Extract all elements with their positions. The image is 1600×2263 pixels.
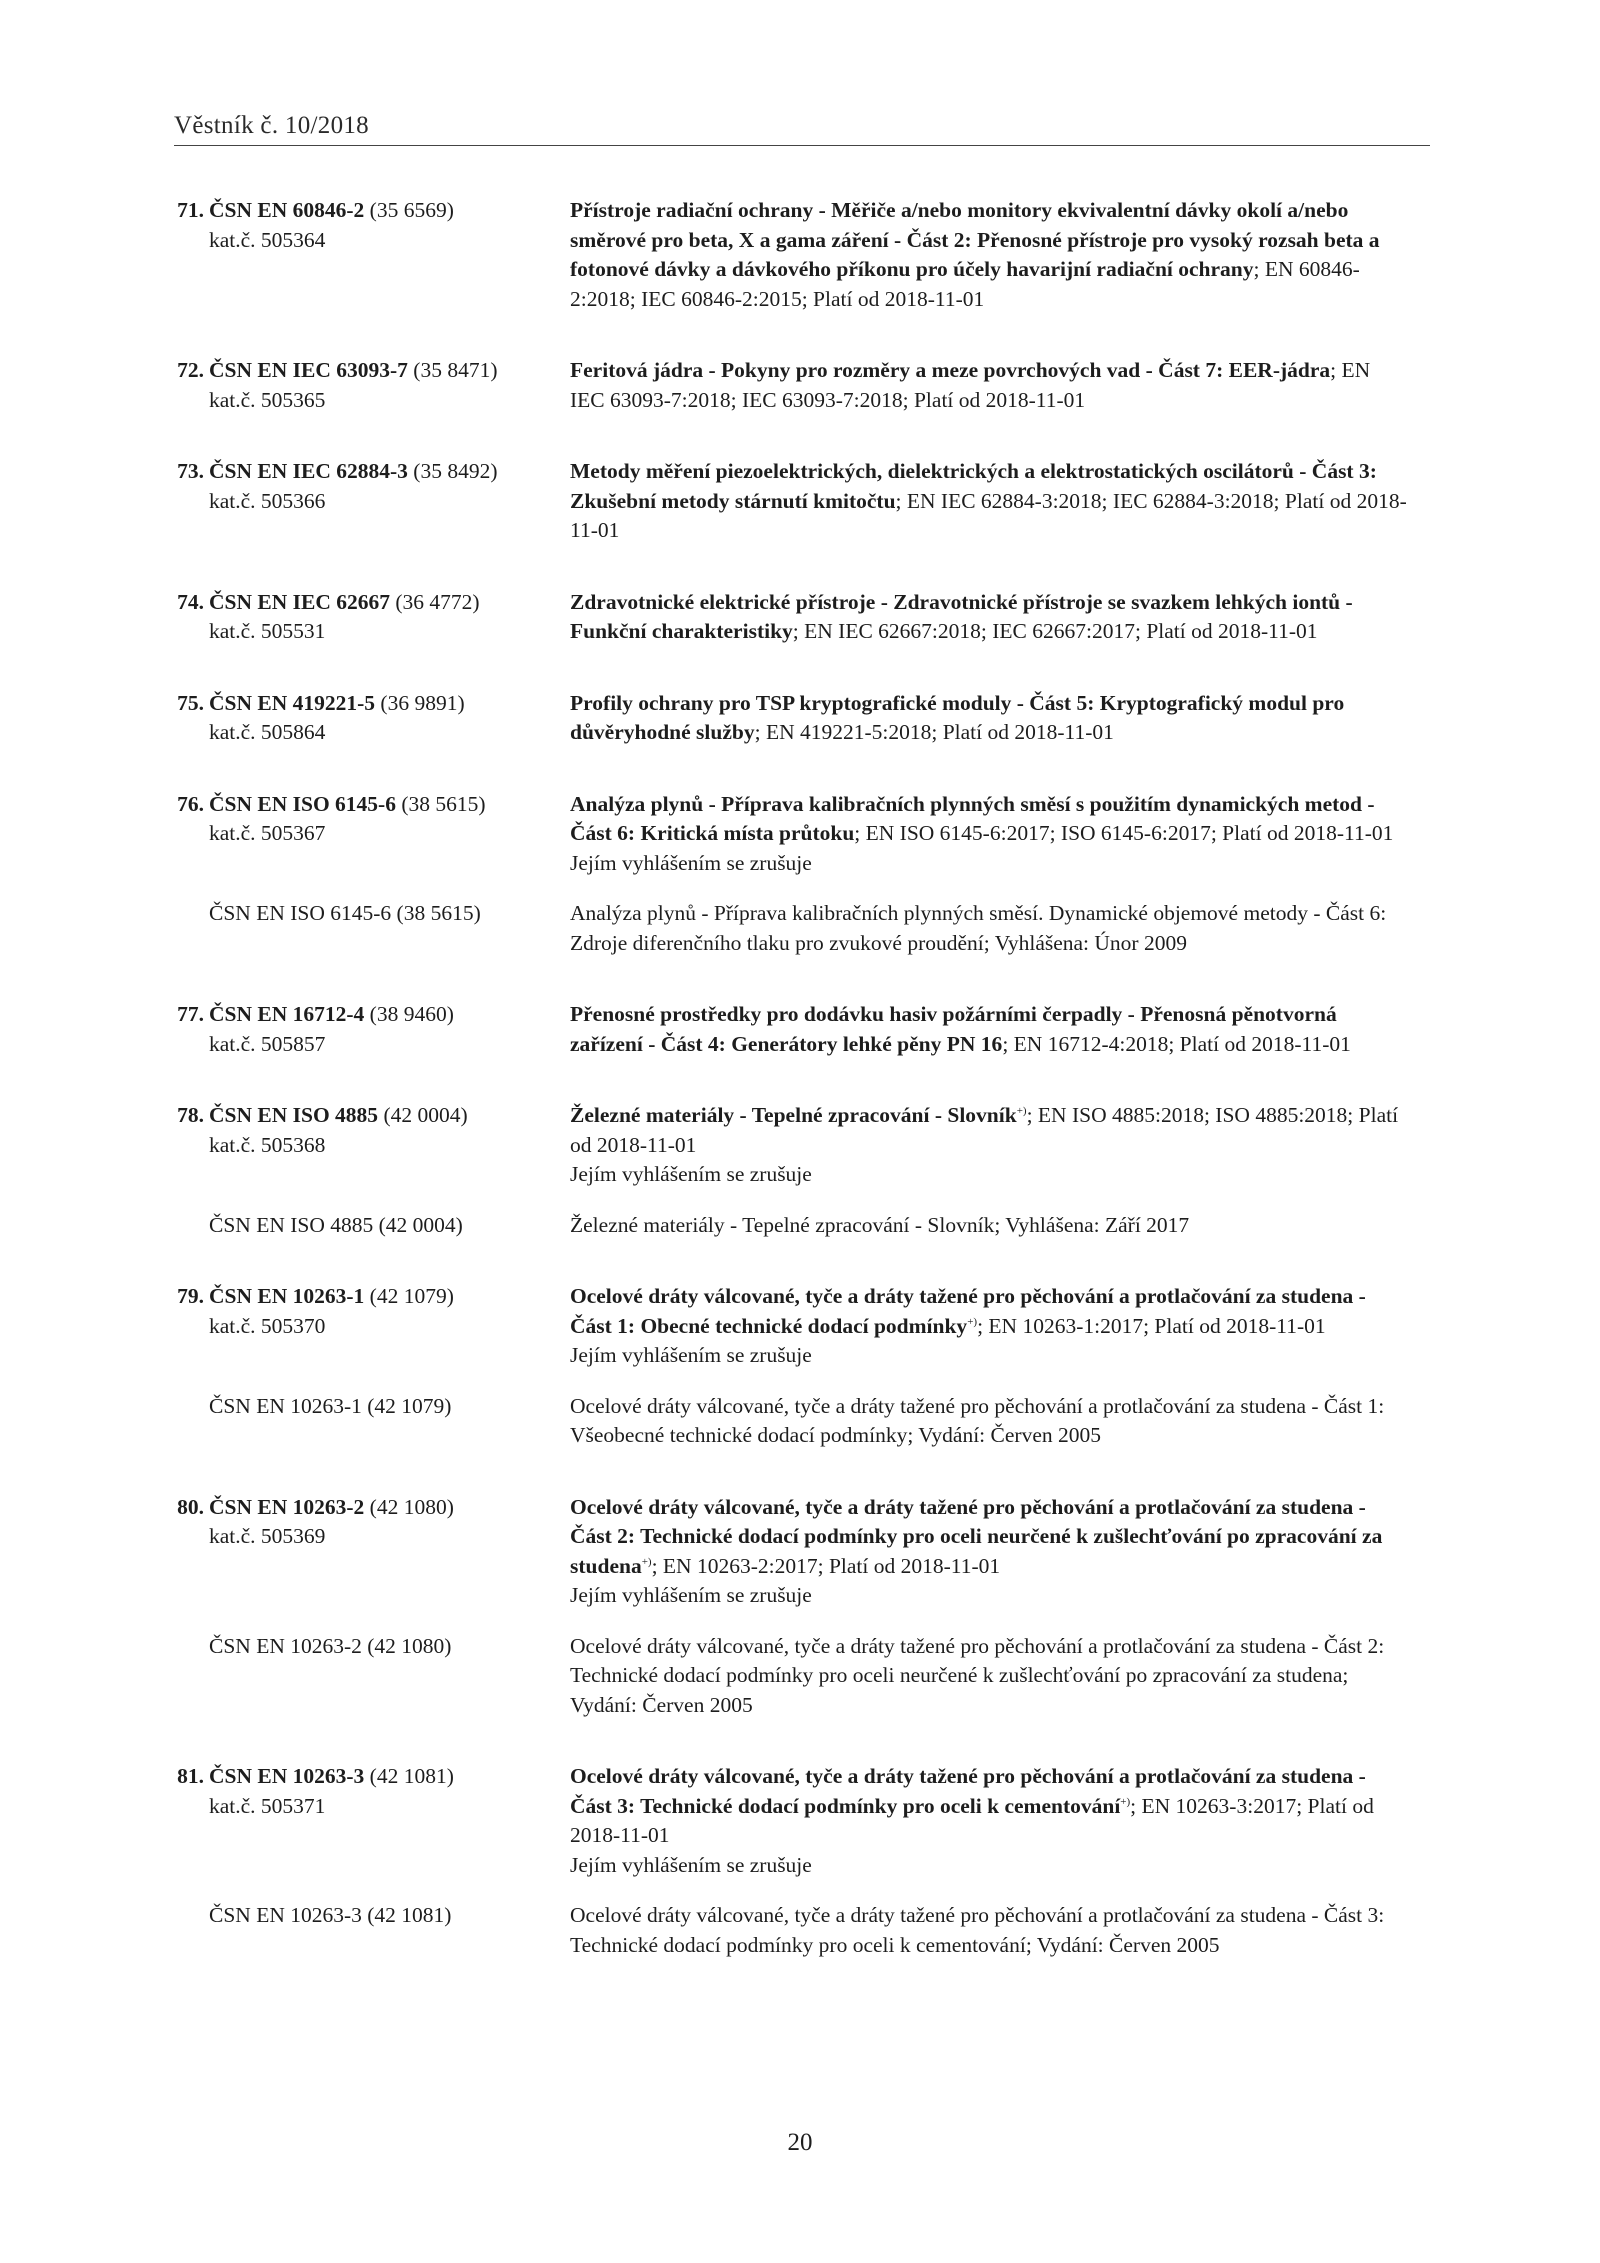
entry-identifier xyxy=(0,196,570,255)
replaced-standard-text: Železné materiály - Tepelné zpracování - Slovník; Vyhlášena: Září 2017 xyxy=(570,1212,1190,1237)
standard-code: ČSN EN 10263-1 xyxy=(209,1284,365,1308)
standard-code: ČSN EN 60846-2 xyxy=(209,198,365,222)
standard-entry xyxy=(0,588,1600,647)
standard-entry xyxy=(0,689,1600,748)
standard-code: ČSN EN ISO 4885 xyxy=(209,1103,379,1127)
classification-code: (35 8471) xyxy=(407,358,498,382)
footnote-mark: +) xyxy=(1016,1104,1027,1117)
entry-number: 75. xyxy=(177,690,204,715)
standards-list xyxy=(0,196,1600,2002)
entry-main-row xyxy=(0,356,1600,415)
replaced-standard-text: Analýza plynů - Příprava kalibračních plynných směsí. Dynamické objemové metody - Část 6: Zdroje diferenčního tlaku pro zvukové proudění; Vyhlášena: Únor 2009 xyxy=(570,901,1387,955)
standard-details: ; EN 10263-3:2017; Platí od 2018-11-01 xyxy=(570,1793,1374,1847)
cancellation-note: Jejím vyhlášením se zrušuje xyxy=(570,1343,812,1367)
entry-identifier xyxy=(0,1282,570,1341)
standard-details: ; EN IEC 62667:2018; IEC 62667:2017; Platí od 2018-11-01 xyxy=(792,619,1318,643)
entry-main-row xyxy=(0,689,1600,748)
replaced-standard-text: Ocelové dráty válcované, tyče a dráty tažené pro pěchování a protlačování za studena - Část 2: Technické dodací podmínky pro oceli neurčené k zušlechťování po zpracování za studena; Vydání: Červen 2005 xyxy=(570,1633,1385,1717)
header-rule xyxy=(174,145,1430,146)
classification-code: (35 8492) xyxy=(407,459,498,483)
catalog-number: kat.č. 505371 xyxy=(209,1793,326,1818)
entry-description xyxy=(570,790,1410,879)
standard-details: ; EN 419221-5:2018; Platí od 2018-11-01 xyxy=(754,720,1114,744)
standard-details: ; EN ISO 6145-6:2017; ISO 6145-6:2017; Platí od 2018-11-01 xyxy=(854,821,1394,845)
entry-identifier xyxy=(0,790,570,849)
entry-description xyxy=(570,457,1410,546)
classification-code: (42 1081) xyxy=(364,1764,454,1788)
entry-number: 78. xyxy=(177,1103,204,1127)
page-header-title: Věstník č. 10/2018 xyxy=(174,112,369,139)
cancellation-note: Jejím vyhlášením se zrušuje xyxy=(570,1852,812,1877)
entry-identifier xyxy=(0,1493,570,1552)
entry-main-row xyxy=(0,1000,1600,1059)
entry-main-row xyxy=(0,1762,1600,1880)
replaced-standard-code: ČSN EN 10263-1 (42 1079) xyxy=(209,1393,452,1418)
entry-number: 73. xyxy=(177,459,204,483)
entry-number: 77. xyxy=(177,1002,204,1026)
entry-identifier xyxy=(0,1000,570,1059)
standard-code: ČSN EN 16712-4 xyxy=(209,1002,365,1026)
catalog-number: kat.č. 505367 xyxy=(209,821,326,845)
catalog-number: kat.č. 505864 xyxy=(209,720,326,744)
standard-title: Ocelové dráty válcované, tyče a dráty tažené pro pěchování a protlačování za studena - Část 3: Technické dodací podmínky pro oceli k cementování xyxy=(570,1764,1366,1818)
replaced-standard-row xyxy=(0,1211,1600,1241)
entry-identifier xyxy=(0,457,570,516)
catalog-number: kat.č. 505368 xyxy=(209,1132,326,1157)
classification-code: (35 6569) xyxy=(364,198,454,222)
page-number: 20 xyxy=(787,2129,813,2156)
classification-code: (38 5615) xyxy=(395,791,486,816)
catalog-number: kat.č. 505531 xyxy=(209,619,326,643)
standard-entry xyxy=(0,196,1600,314)
standard-title: Ocelové dráty válcované, tyče a dráty tažené pro pěchování a protlačování za studena - Část 2: Technické dodací podmínky pro oceli neurčené k zušlechťování po zpracování za studena xyxy=(570,1494,1383,1578)
entry-main-row xyxy=(0,588,1600,647)
standard-title: Zdravotnické elektrické přístroje - Zdravotnické přístroje se svazkem lehkých iontů - Funkční charakteristiky xyxy=(570,589,1353,643)
entry-number: 74. xyxy=(177,589,204,614)
cancellation-note: Jejím vyhlášením se zrušuje xyxy=(570,1162,812,1186)
catalog-number: kat.č. 505365 xyxy=(209,387,326,412)
entry-description xyxy=(570,196,1410,314)
catalog-number: kat.č. 505370 xyxy=(209,1313,326,1338)
standard-title: Feritová jádra - Pokyny pro rozměry a meze povrchových vad - Část 7: EER-jádra xyxy=(570,358,1331,382)
entry-main-row xyxy=(0,457,1600,546)
standard-entry xyxy=(0,790,1600,959)
entry-description xyxy=(570,356,1410,415)
entry-identifier xyxy=(0,588,570,647)
standard-title: Přístroje radiační ochrany - Měřiče a/nebo monitory ekvivalentní dávky okolí a/nebo směrové pro beta, X a gama záření - Část 2: Přenosné přístroje pro vysoký rozsah beta a fotonové dávky a dávkového příkonu pro účely havarijní radiační ochrany xyxy=(570,198,1380,281)
entry-main-row xyxy=(0,196,1600,314)
standard-code: ČSN EN ISO 6145-6 xyxy=(209,791,396,816)
standard-title: Metody měření piezoelektrických, dielektrických a elektrostatických oscilátorů - Část 3: Zkušební metody stárnutí kmitočtu xyxy=(570,459,1377,513)
replaced-standard-text: Ocelové dráty válcované, tyče a dráty tažené pro pěchování a protlačování za studena - Část 3: Technické dodací podmínky pro oceli k cementování; Vydání: Červen 2005 xyxy=(570,1903,1385,1957)
entry-main-row xyxy=(0,1101,1600,1190)
standard-title: Profily ochrany pro TSP kryptografické moduly - Část 5: Kryptografický modul pro důvěryhodné služby xyxy=(570,690,1345,744)
standard-details: ; EN 60846-2:2018; IEC 60846-2:2015; Platí od 2018-11-01 xyxy=(570,257,1360,311)
entry-number: 76. xyxy=(177,791,204,816)
standard-entry xyxy=(0,1101,1600,1240)
replaced-standard-text: Ocelové dráty válcované, tyče a dráty tažené pro pěchování a protlačování za studena - Část 1: Všeobecné technické dodací podmínky; Vydání: Červen 2005 xyxy=(570,1393,1385,1447)
entry-description xyxy=(570,689,1410,748)
catalog-number: kat.č. 505366 xyxy=(209,488,326,513)
standard-entry xyxy=(0,1000,1600,1059)
entry-main-row xyxy=(0,790,1600,879)
standard-title: Železné materiály - Tepelné zpracování - Slovník xyxy=(570,1103,1017,1127)
standard-code: ČSN EN 419221-5 xyxy=(209,690,376,715)
catalog-number: kat.č. 505857 xyxy=(209,1031,326,1056)
entry-description xyxy=(570,1101,1410,1190)
standard-code: ČSN EN IEC 62884-3 xyxy=(209,459,408,483)
entry-description xyxy=(570,1762,1410,1880)
replaced-standard-row xyxy=(0,899,1600,958)
cancellation-note: Jejím vyhlášením se zrušuje xyxy=(570,850,812,875)
standard-details: ; EN IEC 63093-7:2018; IEC 63093-7:2018; Platí od 2018-11-01 xyxy=(570,358,1371,412)
entry-number: 72. xyxy=(177,358,204,382)
entry-identifier xyxy=(0,1762,570,1821)
standard-details: ; EN IEC 62884-3:2018; IEC 62884-3:2018; Platí od 2018-11-01 xyxy=(570,488,1407,542)
standard-code: ČSN EN 10263-3 xyxy=(209,1764,365,1788)
classification-code: (38 9460) xyxy=(364,1002,454,1026)
entry-main-row xyxy=(0,1493,1600,1611)
entry-identifier xyxy=(0,1101,570,1160)
entry-description xyxy=(570,1000,1410,1059)
replaced-standard-code: ČSN EN ISO 6145-6 (38 5615) xyxy=(209,901,481,925)
catalog-number: kat.č. 505369 xyxy=(209,1524,326,1548)
entry-number: 81. xyxy=(177,1764,204,1788)
entry-identifier xyxy=(0,689,570,748)
cancellation-note: Jejím vyhlášením se zrušuje xyxy=(570,1583,812,1607)
standard-entry xyxy=(0,1762,1600,1960)
standard-title: Přenosné prostředky pro dodávku hasiv požárními čerpadly - Přenosná pěnotvorná zařízení - Část 4: Generátory lehké pěny PN 16 xyxy=(570,1002,1337,1056)
classification-code: (42 1079) xyxy=(364,1284,454,1308)
classification-code: (36 4772) xyxy=(390,589,480,614)
standard-code: ČSN EN IEC 63093-7 xyxy=(209,358,408,382)
standard-entry xyxy=(0,1282,1600,1451)
entry-identifier xyxy=(0,356,570,415)
replaced-standard-row xyxy=(0,1392,1600,1451)
footnote-mark: +) xyxy=(1120,1795,1131,1808)
replaced-standard-code: ČSN EN ISO 4885 (42 0004) xyxy=(209,1212,463,1237)
replaced-standard-code: ČSN EN 10263-3 (42 1081) xyxy=(209,1903,452,1927)
replaced-standard-row xyxy=(0,1901,1600,1960)
catalog-number: kat.č. 505364 xyxy=(209,227,326,252)
classification-code: (42 0004) xyxy=(378,1103,468,1127)
entry-description xyxy=(570,1282,1410,1371)
entry-description xyxy=(570,1493,1410,1611)
standard-details: ; EN ISO 4885:2018; ISO 4885:2018; Platí od 2018-11-01 xyxy=(570,1103,1399,1157)
entry-number: 71. xyxy=(177,198,204,222)
replaced-standard-row xyxy=(0,1632,1600,1721)
entry-number: 80. xyxy=(177,1494,204,1519)
entry-number: 79. xyxy=(177,1284,204,1308)
standard-entry xyxy=(0,1493,1600,1721)
standard-entry xyxy=(0,457,1600,546)
footnote-mark: +) xyxy=(641,1555,652,1568)
entry-description xyxy=(570,588,1410,647)
standard-entry xyxy=(0,356,1600,415)
classification-code: (36 9891) xyxy=(375,690,465,715)
standard-details: ; EN 16712-4:2018; Platí od 2018-11-01 xyxy=(1002,1031,1351,1056)
standard-title: Ocelové dráty válcované, tyče a dráty tažené pro pěchování a protlačování za studena - Část 1: Obecné technické dodací podmínky xyxy=(570,1284,1366,1338)
standard-details: ; EN 10263-2:2017; Platí od 2018-11-01 xyxy=(651,1553,1001,1578)
standard-details: ; EN 10263-1:2017; Platí od 2018-11-01 xyxy=(977,1313,1326,1338)
footnote-mark: +) xyxy=(967,1315,978,1328)
standard-title: Analýza plynů - Příprava kalibračních plynných směsí s použitím dynamických metod - Část 6: Kritická místa průtoku xyxy=(570,791,1375,845)
entry-main-row xyxy=(0,1282,1600,1371)
replaced-standard-code: ČSN EN 10263-2 (42 1080) xyxy=(209,1633,452,1658)
standard-code: ČSN EN IEC 62667 xyxy=(209,589,390,614)
standard-code: ČSN EN 10263-2 xyxy=(209,1494,365,1519)
classification-code: (42 1080) xyxy=(364,1494,454,1519)
